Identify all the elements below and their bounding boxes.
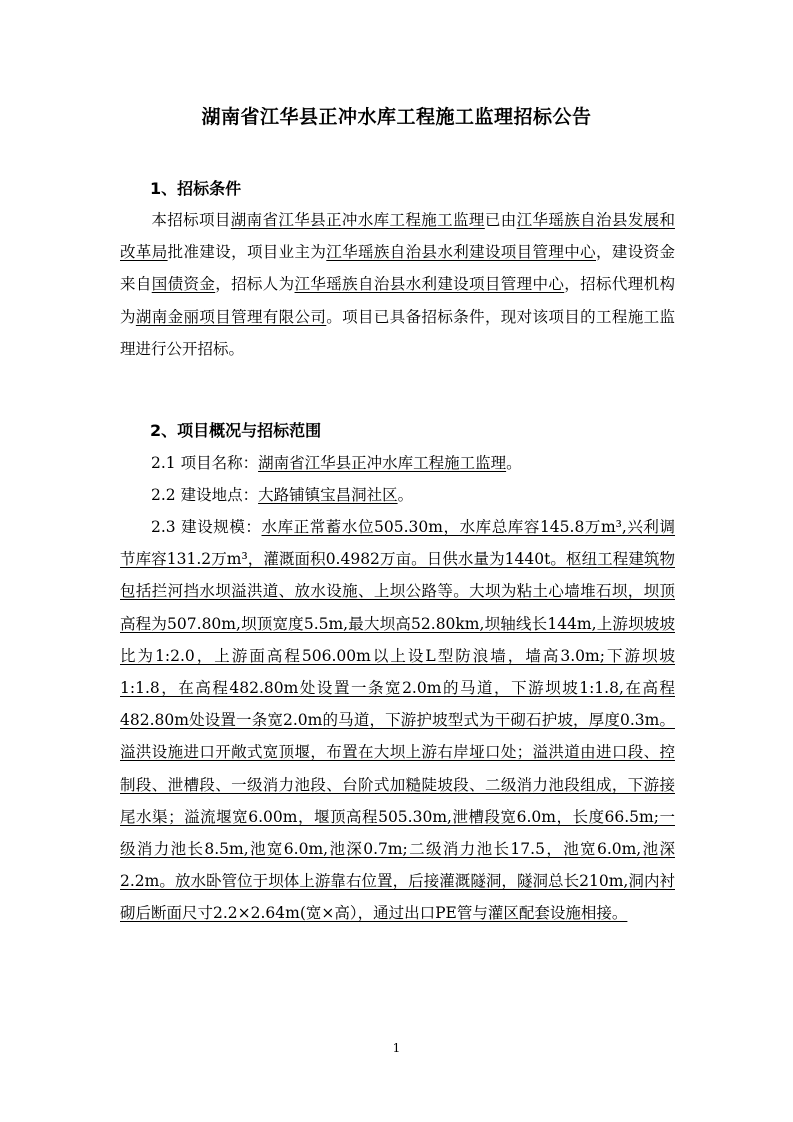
agency-name: 湖南金丽项目管理有限公司 bbox=[135, 307, 327, 326]
item-label: 2.1 项目名称： bbox=[151, 454, 259, 472]
item-value: 水库正常蓄水位505.30m，水库总库容145.8万m³,兴利调节库容131.2万m³，灌溉面积0.4982万亩。日供水量为1440t。枢纽工程建筑物包括拦河挡水坝溢洪道、放水设施、上坝公路等。大坝为粘土心墙堆石坝，坝顶高程为507.80m,坝顶宽度5.5m,最大坝高52.80km,坝轴线长144m,上游坝坡坡比为1:2.0，上游面高程506.00m以上设L型防浪墙，墙高3.0m;下游坝坡1:1.8，在高程482.80m处设置一条宽2.0m的马道，下游坝坡1:1.8,在高程482.80m处设置一条宽2.0m的马道，下游护坡型式为干砌石护坡，厚度0.3m。溢洪设施进口开敞式宽顶堰，布置在大坝上游右岸垭口处；溢洪道由进口段、控制段、泄槽段、一级消力池段、台阶式加糙陡坡段、二级消力池段组成，下游接尾水渠；溢流堰宽6.00m，堰顶高程505.30m,泄槽段宽6.0m，长度66.5m;一级消力池长8.5m,池宽6.0m,池深0.7m;二级消力池长17.5，池宽6.0m,池深2.2m。放水卧管位于坝体上游靠右位置，后接灌溉隧洞，隧洞总长210m,洞内衬砌后断面尺寸2.2×2.64m(宽×高），通过出口PE管与灌区配套设施相接。 bbox=[120, 518, 676, 923]
text: 。 bbox=[506, 454, 522, 472]
item-label: 2.3 建设规模： bbox=[151, 518, 262, 536]
text: 批准建设，项目业主为 bbox=[167, 243, 327, 262]
item-label: 2.2 建设地点： bbox=[151, 486, 259, 504]
section2-heading: 2、项目概况与招标范围 bbox=[150, 421, 322, 440]
owner-name: 江华瑶族自治县水利建设项目管理中心 bbox=[326, 243, 597, 262]
approver-name: 江华瑶族自治县发展和改革局 bbox=[120, 211, 675, 262]
text: ，招标人为 bbox=[215, 275, 295, 294]
page-number: 1 bbox=[392, 1041, 401, 1055]
section1-paragraph bbox=[120, 204, 675, 365]
item-value: 湖南省江华县正冲水库工程施工监理 bbox=[258, 454, 507, 472]
document-title: 湖南省江华县正冲水库工程施工监理招标公告 bbox=[201, 106, 592, 128]
fund-source: 国债资金 bbox=[151, 275, 216, 294]
text: 本招标项目 bbox=[151, 211, 231, 229]
project-name: 湖南省江华县正冲水库工程施工监理 bbox=[230, 211, 485, 229]
item-2-1 bbox=[120, 447, 675, 479]
text: 。 bbox=[397, 486, 414, 504]
item-2-3 bbox=[120, 511, 675, 930]
text: 已由 bbox=[484, 211, 517, 229]
tenderer-name: 江华瑶族自治县水利建设项目管理中心 bbox=[294, 275, 565, 294]
text: ，建设资金来自 bbox=[120, 243, 675, 294]
item-value: 大路铺镇宝昌洞社区 bbox=[258, 486, 398, 504]
item-2-2 bbox=[120, 479, 675, 511]
text: ，招标代理机构为 bbox=[120, 275, 675, 326]
text: 。项目已具备招标条件，现对该项目的工程施工监理进行公开招标。 bbox=[120, 307, 675, 358]
section1-heading: 1、招标条件 bbox=[150, 179, 242, 198]
